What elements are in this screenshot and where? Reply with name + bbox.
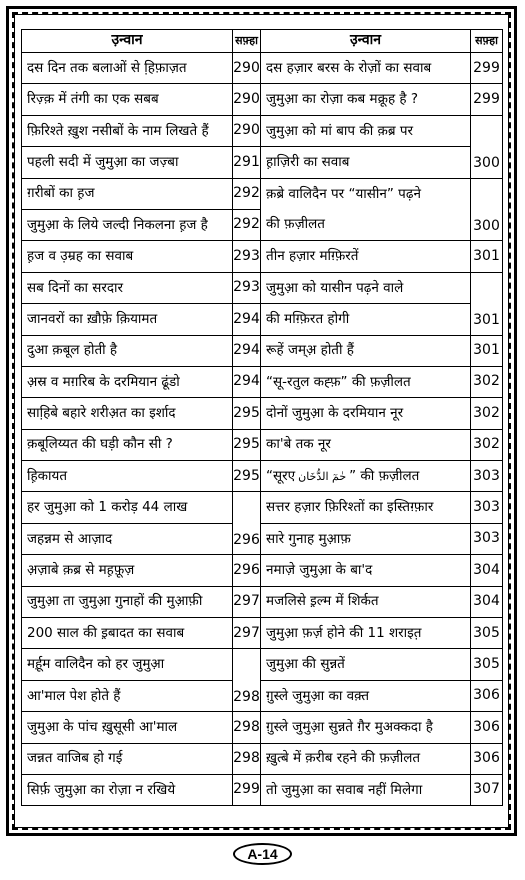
col-title-left: उ़न्वान — [22, 30, 233, 53]
toc-left-title: अ़स्र व मग़रिब के दरमियान ढूंडो — [22, 366, 233, 397]
toc-right-page: 301 — [471, 335, 503, 366]
toc-right-title: की फ़ज़ीलत — [261, 209, 471, 240]
toc-right-title: जुमुआ़ को यासीन पढ़ने वाले — [261, 272, 471, 303]
toc-left-page: 291 — [233, 147, 261, 178]
toc-right-page: 302 — [471, 366, 503, 397]
toc-left-page: 296 — [233, 492, 261, 555]
toc-left-title: ह़िकायत — [22, 461, 233, 492]
toc-row — [22, 712, 503, 743]
toc-left-page: 298 — [233, 712, 261, 743]
toc-right-title: सारे गुनाह मुआ़फ़ — [261, 523, 471, 554]
toc-right-page: 306 — [471, 712, 503, 743]
toc-row — [22, 586, 503, 617]
toc-left-title: जानवरों का ख़ौफ़े क़ियामत — [22, 304, 233, 335]
col-page-left: सफ़्हा — [233, 30, 261, 53]
toc-right-title: सत्तर हज़ार फ़िरिश्तों का इस्तिग़्फ़ार — [261, 492, 471, 523]
toc-right-title: जुमुआ़ फ़र्ज़ होने की 11 शराइत़ — [261, 618, 471, 649]
toc-left-title: पहली सदी में जुमुआ़ का जज़्बा — [22, 147, 233, 178]
toc-right-title: जुमुआ़ का रोज़ा कब मक्रूह है ? — [261, 84, 471, 115]
toc-row — [22, 366, 503, 397]
toc-left-page: 296 — [233, 555, 261, 586]
toc-left-page: 292 — [233, 209, 261, 240]
toc-right-page: 305 — [471, 618, 503, 649]
toc-row — [22, 335, 503, 366]
toc-right-title: क़ब्रे वालिदैन पर “यासीन” पढ़ने — [261, 178, 471, 209]
toc-left-page: 297 — [233, 618, 261, 649]
toc-row — [22, 304, 503, 335]
toc-right-title: दोनों जुमुआ़ के दरमियान नूर — [261, 398, 471, 429]
toc-right-page: 307 — [471, 774, 503, 805]
toc-row — [22, 649, 503, 680]
toc-right-page: 302 — [471, 398, 503, 429]
toc-left-title: जहन्नम से आज़ाद — [22, 523, 233, 554]
toc-row — [22, 743, 503, 774]
toc-left-page: 295 — [233, 461, 261, 492]
toc-right-page: 305 — [471, 649, 503, 680]
toc-header-row — [22, 30, 503, 53]
toc-row — [22, 209, 503, 240]
toc-right-page: 299 — [471, 53, 503, 84]
toc-right-page: 302 — [471, 429, 503, 460]
table-of-contents — [21, 29, 503, 806]
toc-left-title: जुमुआ़ के लिये जल्दी निकलना ह़ज है — [22, 209, 233, 240]
toc-row — [22, 523, 503, 554]
toc-right-title: जुमुआ़ की सुन्नतें — [261, 649, 471, 680]
toc-right-page: 303 — [471, 523, 503, 554]
toc-right-title: “सू-रतुल कह्फ़” की फ़ज़ीलत — [261, 366, 471, 397]
toc-left-page: 294 — [233, 335, 261, 366]
toc-right-page: 301 — [471, 241, 503, 272]
toc-left-title: रिज़्क़ में तंगी का एक सबब — [22, 84, 233, 115]
toc-left-page: 293 — [233, 272, 261, 303]
toc-left-title: फ़िरिश्ते खु़श नसीबों के नाम लिखते हैं — [22, 115, 233, 146]
toc-right-title — [261, 461, 471, 492]
toc-left-page: 294 — [233, 304, 261, 335]
toc-left-title: 200 साल की इ़बादत का सवाब — [22, 618, 233, 649]
toc-row — [22, 398, 503, 429]
toc-right-title: गु़स्ले जुमुआ़ का वक़्त — [261, 680, 471, 711]
toc-left-page: 298 — [233, 743, 261, 774]
toc-row — [22, 53, 503, 84]
toc-left-title: हर जुमुआ़ को 1 करोड़ 44 लाख — [22, 492, 233, 523]
toc-right-title: जुमुआ़ को मां बाप की क़ब्र पर — [261, 115, 471, 146]
toc-left-page: 292 — [233, 178, 261, 209]
toc-left-title: दुआ क़बूल होती है — [22, 335, 233, 366]
toc-left-title: साहि़बे बहारे शरीअ़त का इर्शाद — [22, 398, 233, 429]
toc-left-page: 297 — [233, 586, 261, 617]
toc-left-title: जुमुआ़ के पांच खु़सूसी आ'माल — [22, 712, 233, 743]
toc-row — [22, 272, 503, 303]
arabic-calligraphy: حٰمٓ الدُّخَان — [298, 469, 347, 483]
toc-row — [22, 147, 503, 178]
toc-right-title: गु़स्ले जुमुआ़ सुन्नते ग़ैर मुअक्कदा है — [261, 712, 471, 743]
toc-left-title: ह़ज व उ़म्रह का सवाब — [22, 241, 233, 272]
toc-left-title: जुमुआ़ ता जुमुआ़ गुनाहों की मुआ़फ़ी — [22, 586, 233, 617]
toc-left-page: 290 — [233, 53, 261, 84]
toc-row — [22, 429, 503, 460]
toc-right-page: 304 — [471, 586, 503, 617]
toc-left-page: 290 — [233, 84, 261, 115]
toc-row — [22, 178, 503, 209]
toc-row — [22, 492, 503, 523]
page-number-badge: A-14 — [233, 843, 291, 865]
toc-right-title: की मग़्फ़िरत होगी — [261, 304, 471, 335]
toc-right-page: 303 — [471, 461, 503, 492]
toc-left-page: 290 — [233, 115, 261, 146]
col-page-right: सफ़्हा — [471, 30, 503, 53]
toc-row — [22, 774, 503, 805]
toc-right-page: 303 — [471, 492, 503, 523]
toc-row — [22, 241, 503, 272]
toc-left-title: जन्नत वाजिब हो गई — [22, 743, 233, 774]
toc-right-page: 300 — [471, 178, 503, 241]
toc-left-title: अ़ज़ाबे क़ब्र से मह़फ़ूज़ — [22, 555, 233, 586]
toc-left-page: 299 — [233, 774, 261, 805]
toc-right-page: 306 — [471, 743, 503, 774]
toc-right-page: 306 — [471, 680, 503, 711]
toc-right-title: दस हज़ार बरस के रोज़ों का सवाब — [261, 53, 471, 84]
toc-right-title: नमाज़े जुमुआ़ के बा'द — [261, 555, 471, 586]
toc-right-title: रूहें जम्अ़ होती हैं — [261, 335, 471, 366]
toc-left-title: मर्ह़ूम वालिदैन को हर जुमुआ़ — [22, 649, 233, 680]
toc-right-title: तीन हज़ार मग़्फ़िरतें — [261, 241, 471, 272]
toc-row — [22, 84, 503, 115]
toc-right-title-tail: ” की फ़ज़ीलत — [349, 467, 420, 484]
toc-right-page: 304 — [471, 555, 503, 586]
toc-left-page: 295 — [233, 398, 261, 429]
toc-left-page: 294 — [233, 366, 261, 397]
toc-row — [22, 555, 503, 586]
toc-right-title: ख़ुत्बे में क़रीब रहने की फ़ज़ीलत — [261, 743, 471, 774]
toc-right-title: ह़ाज़िरी का सवाब — [261, 147, 471, 178]
toc-row — [22, 680, 503, 711]
toc-right-title: मजलिसे इ़ल्म में शिर्कत — [261, 586, 471, 617]
toc-right-title: का'बे तक नूर — [261, 429, 471, 460]
toc-left-title: आ'माल पेश होते हैं — [22, 680, 233, 711]
toc-left-page: 298 — [233, 649, 261, 712]
toc-right-title-text: “सूरए — [266, 467, 296, 484]
toc-left-title: ग़रीबों का ह़ज — [22, 178, 233, 209]
toc-left-title: सिर्फ़ जुमुआ़ का रोज़ा न रखिये — [22, 774, 233, 805]
toc-row — [22, 618, 503, 649]
toc-left-page: 295 — [233, 429, 261, 460]
col-title-right: उ़न्वान — [261, 30, 471, 53]
toc-right-title: तो जुमुआ़ का सवाब नहीं मिलेगा — [261, 774, 471, 805]
toc-row — [22, 115, 503, 146]
toc-right-page: 299 — [471, 84, 503, 115]
toc-body — [22, 53, 503, 806]
toc-left-title: दस दिन तक बलाओं से हि़फ़ाज़त — [22, 53, 233, 84]
toc-left-page: 293 — [233, 241, 261, 272]
toc-right-page: 301 — [471, 272, 503, 335]
toc-right-page: 300 — [471, 115, 503, 178]
toc-left-title: क़बूलिय्यत की घड़ी कौन सी ? — [22, 429, 233, 460]
toc-row — [22, 461, 503, 492]
page-footer — [0, 843, 525, 865]
toc-left-title: सब दिनों का सरदार — [22, 272, 233, 303]
